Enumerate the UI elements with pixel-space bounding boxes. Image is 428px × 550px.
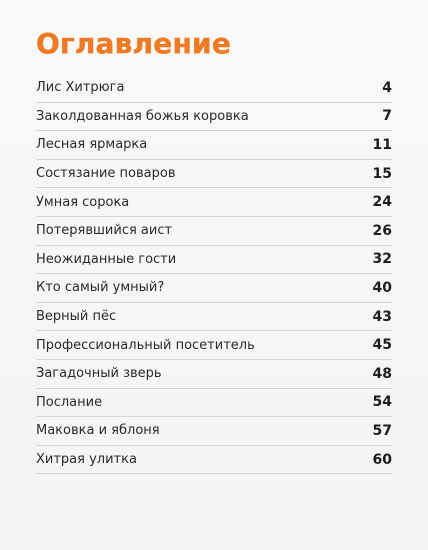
toc-entry (36, 446, 392, 475)
toc-entry (36, 303, 392, 332)
toc-entry-page: 24 (372, 194, 392, 211)
table-of-contents (36, 74, 392, 474)
toc-entry-title: Лис Хитрюга (36, 80, 125, 96)
toc-entry-title: Неожиданные гости (36, 251, 177, 267)
toc-entry-title: Хитрая улитка (36, 452, 137, 468)
toc-entry-title: Потерявшийся аист (36, 223, 173, 239)
toc-entry-title: Верный пёс (36, 309, 117, 325)
toc-entry-page: 15 (372, 165, 392, 182)
toc-entry (36, 217, 392, 246)
toc-entry-title: Кто самый умный? (36, 280, 165, 296)
toc-entry (36, 274, 392, 303)
toc-entry (36, 389, 392, 418)
toc-entry-title: Умная сорока (36, 194, 130, 210)
toc-entry (36, 160, 392, 189)
toc-entry (36, 246, 392, 275)
toc-entry (36, 103, 392, 132)
toc-entry-page: 60 (372, 451, 392, 468)
toc-entry (36, 417, 392, 446)
toc-entry (36, 74, 392, 103)
toc-entry-title: Профессиональный посетитель (36, 337, 255, 353)
toc-entry-title: Маковка и яблоня (36, 423, 160, 439)
toc-entry-title: Лесная ярмарка (36, 137, 148, 153)
toc-entry-title: Загадочный зверь (36, 366, 162, 382)
toc-entry-page: 26 (372, 222, 392, 239)
toc-entry-page: 54 (372, 394, 392, 411)
toc-entry-page: 45 (372, 337, 392, 354)
toc-entry-page: 11 (372, 136, 392, 153)
toc-entry (36, 188, 392, 217)
toc-entry-title: Состязание поваров (36, 166, 176, 182)
toc-entry (36, 131, 392, 160)
toc-entry (36, 360, 392, 389)
toc-entry-page: 48 (372, 365, 392, 382)
toc-entry-page: 57 (372, 422, 392, 439)
toc-entry-page: 43 (372, 308, 392, 325)
toc-entry-page: 40 (372, 279, 392, 296)
toc-entry-page: 4 (382, 79, 392, 96)
toc-entry (36, 331, 392, 360)
toc-entry-page: 32 (372, 251, 392, 268)
toc-entry-title: Заколдованная божья коровка (36, 108, 249, 124)
page-title: Оглавление (36, 27, 232, 60)
toc-entry-page: 7 (382, 108, 392, 125)
toc-entry-title: Послание (36, 394, 103, 410)
